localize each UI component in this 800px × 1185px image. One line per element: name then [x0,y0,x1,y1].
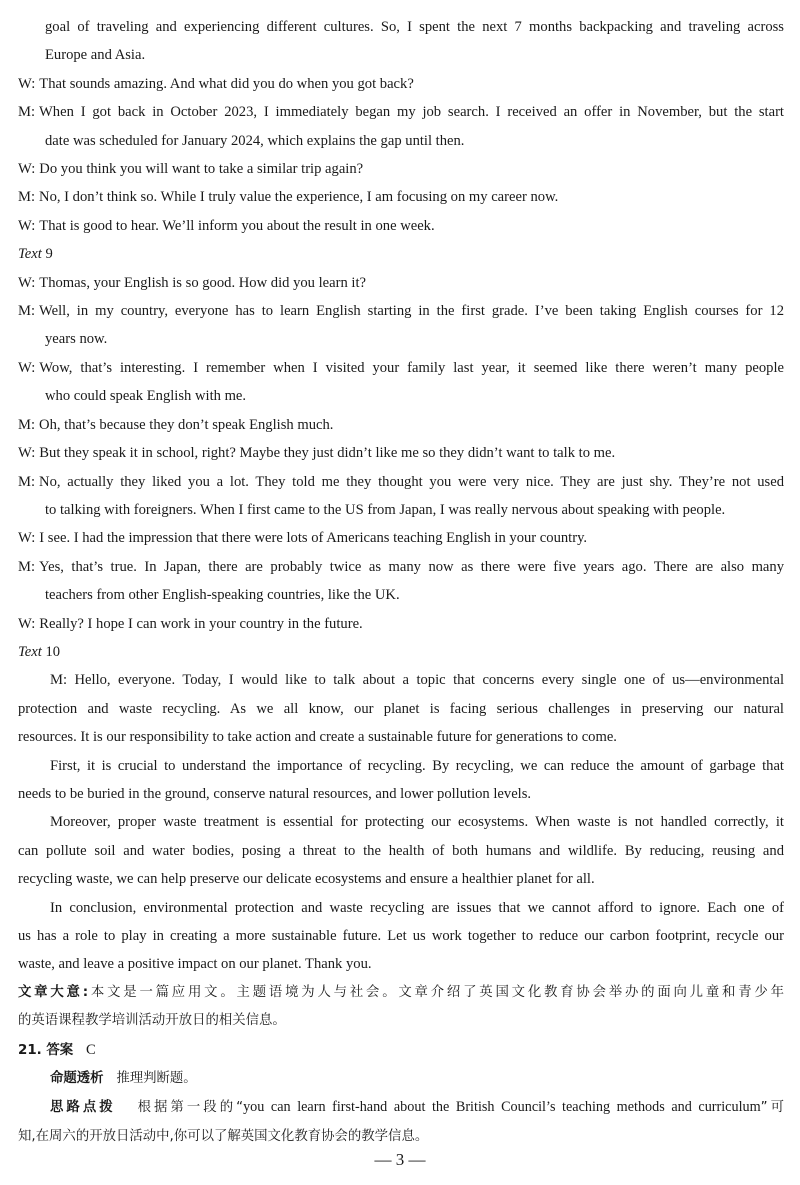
speaker-label: W: [18,445,36,462]
paragraph-line: M: Hello, everyone. Today, I would like to talk about a topic that concerns every single one of us—environmental [50,672,784,689]
dialog-line [18,524,784,552]
text-9-heading: Text 9 [18,246,53,263]
speaker-label: M: [18,416,36,433]
speaker-label: W: [18,359,36,376]
dialog-continuation [18,13,784,70]
paragraph-line: can pollute soil and water bodies, posing a threat to the health of both humans and wildlife. By reducing, reusing and [18,842,784,859]
paragraph-line: First, it is crucial to understand the importance of recycling. By recycling, we can reduce the amount of garbage that [50,757,784,774]
dialog-line [18,610,784,638]
dialog-text: teachers from other English-speaking countries, like the UK. [45,587,400,604]
dialog-line [18,468,784,496]
paragraph-line: waste, and leave a positive impact on our planet. Thank you. [18,956,372,973]
page-number: — 3 — [374,1150,426,1169]
document-page [18,13,784,1151]
summary-line-2: 的英语课程教学培训活动开放日的相关信息。 [18,1013,286,1029]
speaker-label: W: [18,274,36,291]
dialog-text-9 [18,269,784,638]
dialog-text: That is good to hear. We’ll inform you about the result in one week. [39,217,435,234]
dialog-line [18,581,784,609]
dialog-text: Wow, that’s interesting. I remember when I visited your family last year, it seemed like there weren’t many people [39,359,784,376]
dialog-line [18,127,784,155]
speaker-label: M: [18,189,36,206]
dialog-text: No, I don’t think so. While I truly value the experience, I am focusing on my career now. [39,189,559,206]
speaker-label: M: [18,303,36,320]
text-10-heading: Text 10 [18,643,61,660]
dialog-line [18,155,784,183]
dialog-line [18,382,784,410]
dialog-line [18,411,784,439]
dialog-text: I see. I had the impression that there were lots of Americans teaching English in your country. [39,530,588,547]
dialog-text-8 [18,70,784,240]
question-21-answer: 21. 答案 C [18,1041,96,1058]
dialog-line [18,183,784,211]
tips-line-2: 知,在周六的开放日活动中,你可以了解英国文化教育协会的教学信息。 [18,1128,429,1144]
speaker-label: W: [18,615,36,632]
dialog-line [18,496,784,524]
dialog-text: date was scheduled for January 2024, which explains the gap until then. [45,132,465,149]
dialog-line [18,439,784,467]
tips-line-1: 思路点拨 根据第一段的“you can learn first-hand about the British Council’s teaching methods and curriculum”可 [50,1099,785,1116]
speaker-label: M: [18,473,36,490]
paragraph-line: In conclusion, environmental protection and waste recycling are issues that we cannot afford to ignore. Each one of [50,899,784,916]
dialog-line [18,269,784,297]
dialog-text: But they speak it in school, right? Maybe they just didn’t like me so they didn’t want to talk to me. [39,445,616,462]
paragraph-line: recycling waste, we can help preserve our delicate ecosystems and ensure a healthier planet for all. [18,871,595,888]
dialog-text: When I got back in October 2023, I immediately began my job search. I received an offer in November, but the start [39,104,784,121]
speaker-label: M: [18,104,36,121]
paragraph-line: needs to be buried in the ground, conserve natural resources, and lower pollution levels. [18,785,532,802]
dialog-line: goal of traveling and experiencing different cultures. So, I spent the next 7 months backpacking and traveling across [45,19,784,35]
dialog-text: Thomas, your English is so good. How did you learn it? [39,274,367,291]
dialog-line [18,325,784,353]
paragraph-line: us has a role to play in creating a more sustainable future. Let us work together to reduce our carbon footprint, recycle our [18,928,784,944]
dialog-text: Do you think you will want to take a similar trip again? [39,161,364,178]
speaker-label: W: [18,530,36,547]
dialog-text: years now. [45,331,108,348]
dialog-text: to talking with foreigners. When I first came to the US from Japan, I was really nervous about speaking with people. [45,501,726,518]
speaker-label: M: [18,558,36,575]
dialog-line [18,70,784,98]
dialog-line [18,212,784,240]
dialog-text: That sounds amazing. And what did you do when you got back? [39,75,414,92]
dialog-text: Oh, that’s because they don’t speak English much. [39,416,334,433]
dialog-text: who could speak English with me. [45,388,247,405]
dialog-line [18,553,784,581]
summary-line-1: 文章大意:本文是一篇应用文。主题语境为人与社会。文章介绍了英国文化教育协会举办的面向儿童和青少年 [18,984,784,1000]
dialog-text: Really? I hope I can work in your country in the future. [39,615,363,632]
dialog-line: Europe and Asia. [45,47,146,64]
dialog-line [18,98,784,126]
paragraph-line: protection and waste recycling. As we all know, our planet is facing serious challenges in preserving our natural [18,700,784,717]
speaker-label: W: [18,75,36,92]
dialog-text: Yes, that’s true. In Japan, there are probably twice as many now as there were five years ago. There are also many [39,558,784,575]
paragraph-line: Moreover, proper waste treatment is essential for protecting our ecosystems. When waste is not handled correctly, it [50,814,784,831]
dialog-text: Well, in my country, everyone has to learn English starting in the first grade. I’ve been taking English courses for 12 [39,303,784,320]
dialog-line [18,354,784,382]
speaker-label: W: [18,161,36,178]
monologue-text-10 [18,666,784,978]
speaker-label: W: [18,217,36,234]
paragraph-line: resources. It is our responsibility to take action and create a sustainable future for generations to come. [18,729,617,746]
dialog-line [18,297,784,325]
dialog-text: No, actually they liked you a lot. They told me they thought you were very nice. They are just shy. They’re not used [39,473,784,490]
analysis-line: 命题透析 推理判断题。 [50,1071,197,1087]
